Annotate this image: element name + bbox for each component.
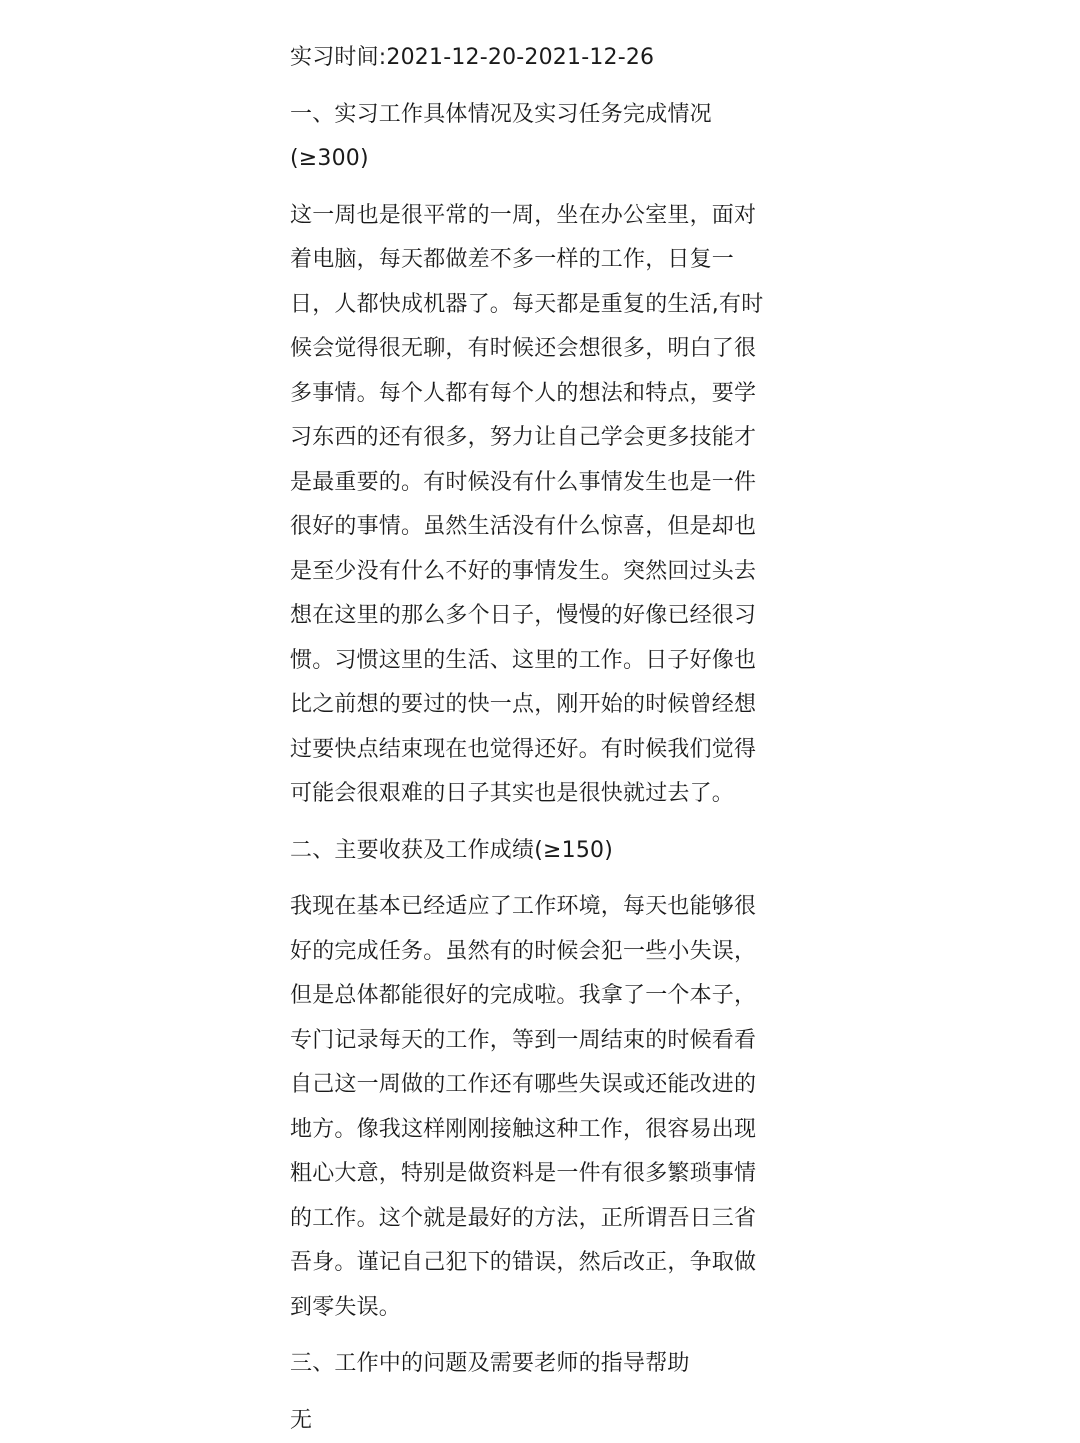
section1-heading — [290, 93, 800, 182]
section1-body-line: 比之前想的要过的快一点，刚开始的时候曾经想 — [290, 683, 800, 728]
section1-body-line: 多事情。每个人都有每个人的想法和特点，要学 — [290, 372, 800, 417]
section1-body-line: 是最重要的。有时候没有什么事情发生也是一件 — [290, 461, 800, 506]
section3-heading-line: 三、工作中的问题及需要老师的指导帮助 — [290, 1342, 800, 1387]
section1-body-line: 日，人都快成机器了。每天都是重复的生活,有时 — [290, 283, 800, 328]
document-body — [290, 36, 800, 1443]
period-line: 实习时间:2021-12-20-2021-12-26 — [290, 36, 800, 81]
section2-body-line: 但是总体都能很好的完成啦。我拿了一个本子， — [290, 974, 800, 1019]
section2-heading-line: 二、主要收获及工作成绩(≥150) — [290, 829, 800, 874]
section1-heading-line-1: 一、实习工作具体情况及实习任务完成情况 — [290, 93, 800, 138]
section2-body-line: 的工作。这个就是最好的方法，正所谓吾日三省 — [290, 1197, 800, 1242]
section1-body-line: 惯。习惯这里的生活、这里的工作。日子好像也 — [290, 639, 800, 684]
section2-body-line: 自己这一周做的工作还有哪些失误或还能改进的 — [290, 1063, 800, 1108]
section1-body-line: 很好的事情。虽然生活没有什么惊喜，但是却也 — [290, 505, 800, 550]
section2-body-line: 到零失误。 — [290, 1286, 800, 1331]
section1-body-line: 想在这里的那么多个日子，慢慢的好像已经很习 — [290, 594, 800, 639]
section1-body-line: 这一周也是很平常的一周，坐在办公室里，面对 — [290, 194, 800, 239]
internship-period — [290, 36, 800, 81]
section2-body-line: 我现在基本已经适应了工作环境，每天也能够很 — [290, 885, 800, 930]
section3-body — [290, 1399, 800, 1443]
section1-body-line: 是至少没有什么不好的事情发生。突然回过头去 — [290, 550, 800, 595]
section2-body-line: 好的完成任务。虽然有的时候会犯一些小失误， — [290, 930, 800, 975]
section1-body — [290, 194, 800, 817]
section2-heading — [290, 829, 800, 874]
section2-body-line: 地方。像我这样刚刚接触这种工作，很容易出现 — [290, 1108, 800, 1153]
section1-heading-line-2: (≥300) — [290, 137, 800, 182]
section2-body-line: 专门记录每天的工作，等到一周结束的时候看看 — [290, 1019, 800, 1064]
section1-body-line: 可能会很艰难的日子其实也是很快就过去了。 — [290, 772, 800, 817]
section1-body-line: 习东西的还有很多，努力让自己学会更多技能才 — [290, 416, 800, 461]
section1-body-line: 过要快点结束现在也觉得还好。有时候我们觉得 — [290, 728, 800, 773]
section1-body-line: 着电脑，每天都做差不多一样的工作，日复一 — [290, 238, 800, 283]
section2-body — [290, 885, 800, 1330]
section2-body-line: 吾身。谨记自己犯下的错误，然后改正，争取做 — [290, 1241, 800, 1286]
section2-body-line: 粗心大意，特别是做资料是一件有很多繁琐事情 — [290, 1152, 800, 1197]
section3-body-line: 无 — [290, 1399, 800, 1443]
section3-heading — [290, 1342, 800, 1387]
section1-body-line: 候会觉得很无聊，有时候还会想很多，明白了很 — [290, 327, 800, 372]
